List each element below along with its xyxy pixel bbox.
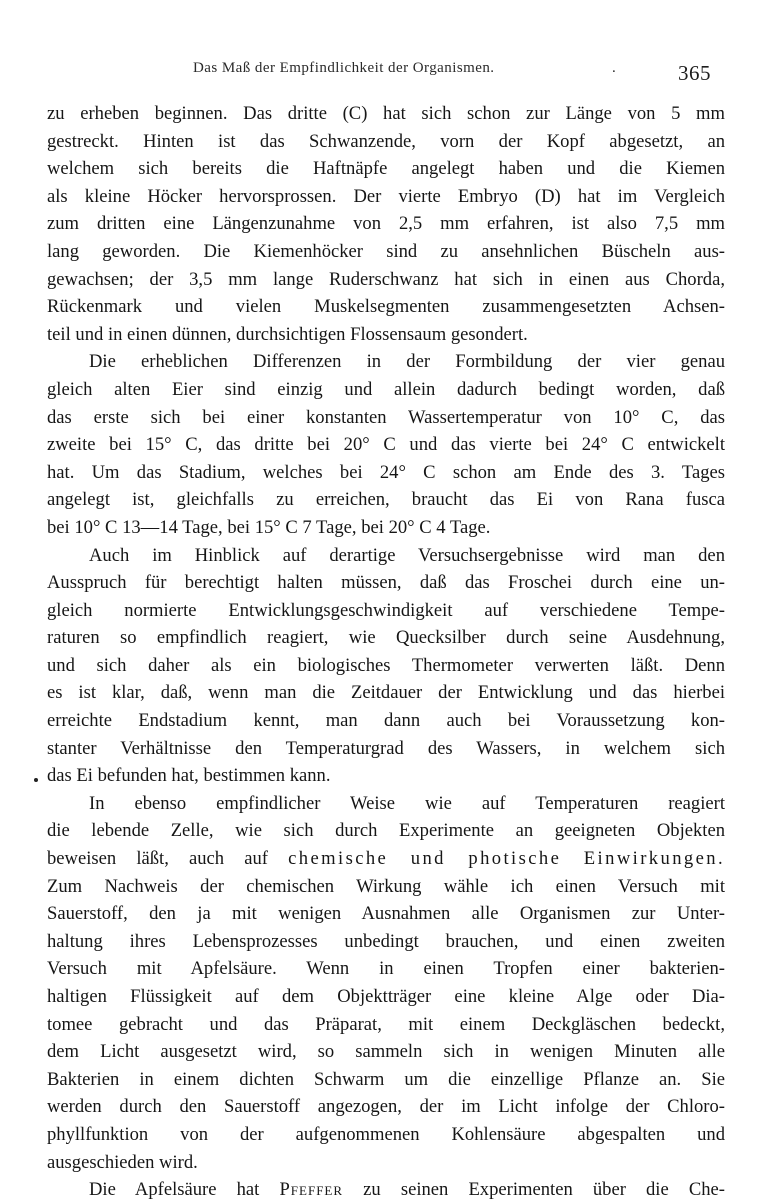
margin-bullet-mark xyxy=(34,778,38,782)
running-dot: . xyxy=(612,60,616,76)
text-line: dem Licht ausgesetzt wird, so sammeln sich in wenigen Minuten alle xyxy=(47,1041,725,1063)
text-line: gleich alten Eier sind einzig und allein dadurch bedingt worden, daß xyxy=(47,378,725,400)
text-fragment: zu seinen Experimenten über die Che- xyxy=(343,1179,725,1201)
text-line: tomee gebracht und das Präparat, mit einem Deckgläschen bedeckt, xyxy=(47,1013,725,1035)
text-line: gleich normierte Entwicklungsgeschwindigkeit auf verschiedene Tempe- xyxy=(47,599,725,621)
text-line: phyllfunktion von der aufgenommenen Kohlensäure abgespalten und xyxy=(47,1123,725,1145)
text-line: Bakterien in einem dichten Schwarm um die einzellige Pflanze an. Sie xyxy=(47,1068,725,1090)
text-line: lang geworden. Die Kiemenhöcker sind zu ansehnlichen Büscheln aus- xyxy=(47,240,725,262)
text-line: das Ei befunden hat, bestimmen kann. xyxy=(47,765,331,787)
text-line: ausgeschieden wird. xyxy=(47,1151,198,1173)
text-line: haltung ihres Lebensprozesses unbedingt brauchen, und einen zweiten xyxy=(47,930,725,952)
text-line: zu erheben beginnen. Das dritte (C) hat sich schon zur Länge von 5 mm xyxy=(47,103,725,124)
text-line: gewachsen; der 3,5 mm lange Ruderschwanz hat sich in einen aus Chorda, xyxy=(47,268,725,290)
body-text xyxy=(47,100,725,1204)
text-line: es ist klar, daß, wenn man die Zeitdauer der Entwicklung und das hierbei xyxy=(47,682,725,704)
author-name: Pfeffer xyxy=(279,1179,344,1201)
text-line: Auch im Hinblick auf derartige Versuchsergebnisse wird man den xyxy=(89,544,725,566)
text-line: Zum Nachweis der chemischen Wirkung wähle ich einen Versuch mit xyxy=(47,875,725,897)
text-line: zweite bei 15° C, das dritte bei 20° C und das vierte bei 24° C entwickelt xyxy=(47,434,725,456)
text-line: das erste sich bei einer konstanten Wassertemperatur von 10° C, das xyxy=(47,406,725,428)
text-fragment: Die Apfelsäure hat xyxy=(89,1179,280,1201)
text-line: Rückenmark und vielen Muskelsegmenten zusammengesetzten Achsen- xyxy=(47,296,725,318)
page-number: 365 xyxy=(678,61,711,85)
running-title: Das Maß der Empfindlichkeit der Organismen. xyxy=(193,60,495,76)
text-line: gestreckt. Hinten ist das Schwanzende, vorn der Kopf abgesetzt, an xyxy=(47,130,725,152)
text-line: haltigen Flüssigkeit auf dem Objektträger eine kleine Alge oder Dia- xyxy=(47,986,725,1007)
text-line: Sauerstoff, den ja mit wenigen Ausnahmen alle Organismen zur Unter- xyxy=(47,903,725,925)
running-head xyxy=(0,58,765,92)
text-line: Ausspruch für berechtigt halten müssen, daß das Froschei durch eine un- xyxy=(47,572,725,594)
text-line: erreichte Endstadium kennt, man dann auch bei Voraussetzung kon- xyxy=(47,710,725,732)
text-line: raturen so empfindlich reagiert, wie Quecksilber durch seine Ausdehnung, xyxy=(47,627,725,649)
spaced-emphasis: chemische und photische Einwirkungen. xyxy=(288,848,725,870)
text-line: werden durch den Sauerstoff angezogen, der im Licht infolge der Chloro- xyxy=(47,1096,725,1118)
text-line: Die erheblichen Differenzen in der Formbildung der vier genau xyxy=(89,351,725,373)
text-line: welchem sich bereits die Haftnäpfe angelegt haben und die Kiemen xyxy=(47,158,725,180)
text-line: stanter Verhältnisse den Temperaturgrad des Wassers, in welchem sich xyxy=(47,737,725,759)
text-line: teil und in einen dünnen, durchsichtigen Flossensaum gesondert. xyxy=(47,323,528,345)
text-line: bei 10° C 13—14 Tage, bei 15° C 7 Tage, bei 20° C 4 Tage. xyxy=(47,516,491,538)
text-line: Versuch mit Apfelsäure. Wenn in einen Tropfen einer bakterien- xyxy=(47,958,725,980)
text-line: die lebende Zelle, wie sich durch Experimente an geeigneten Objekten xyxy=(47,820,725,842)
text-line: In ebenso empfindlicher Weise wie auf Temperaturen reagiert xyxy=(89,792,725,814)
text-line: hat. Um das Stadium, welches bei 24° C schon am Ende des 3. Tages xyxy=(47,461,725,483)
text-line: zum dritten eine Längenzunahme von 2,5 mm erfahren, ist also 7,5 mm xyxy=(47,213,725,235)
text-line: als kleine Höcker hervorsprossen. Der vierte Embryo (D) hat im Vergleich xyxy=(47,185,725,207)
text-line-emphasis xyxy=(47,845,725,873)
text-fragment: beweisen läßt, auch auf xyxy=(47,848,289,870)
text-line: und sich daher als ein biologisches Thermometer verwerten läßt. Denn xyxy=(47,654,725,676)
text-line: angelegt ist, gleichfalls zu erreichen, braucht das Ei von Rana fusca xyxy=(47,489,725,511)
